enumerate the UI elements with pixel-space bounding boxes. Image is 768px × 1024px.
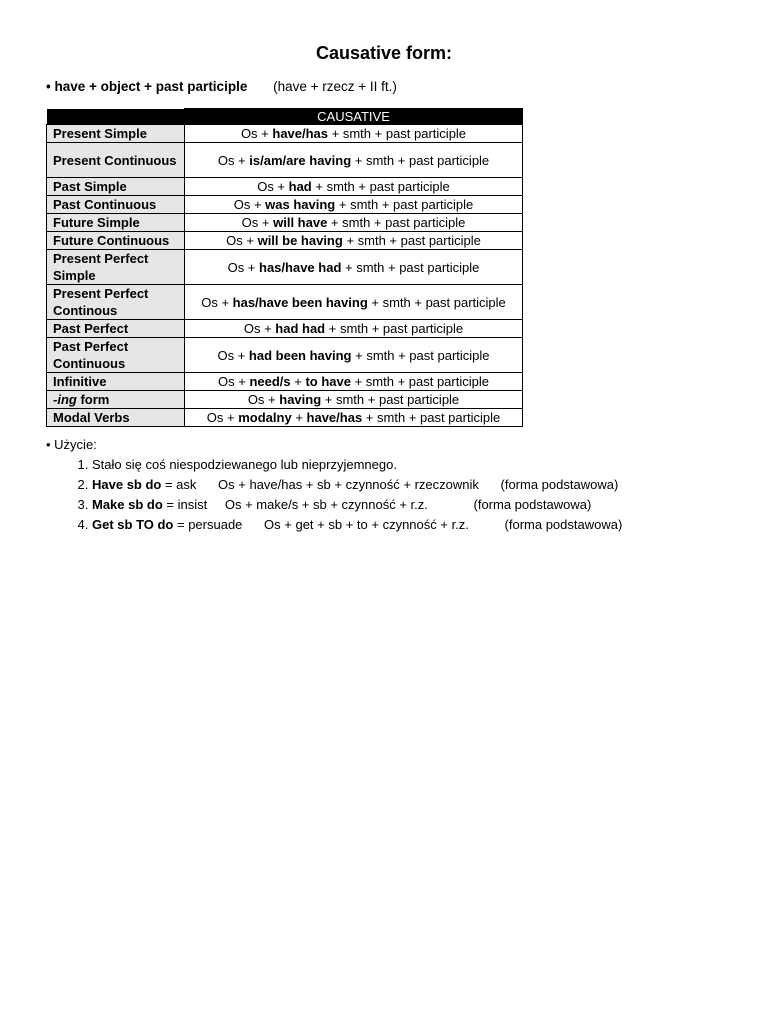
page-title: Causative form: <box>315 43 453 63</box>
table-row <box>47 232 523 250</box>
structure-part-bold: had been having <box>248 347 352 363</box>
table-row <box>47 250 523 285</box>
tense-name: Past Perfect <box>47 320 185 338</box>
structure-part-bold: was having <box>265 197 336 212</box>
formula-bullet: • <box>46 79 51 94</box>
usage-item <box>92 475 622 495</box>
usage-item-note: (forma podstawowa) <box>500 477 619 492</box>
structure-part-post: + smth + past participle <box>350 374 489 389</box>
usage-list <box>46 455 622 535</box>
structure-part-bold: had <box>288 179 312 194</box>
tense-name: Future Simple <box>47 214 185 232</box>
structure-part-post: + smth + past participle <box>325 321 464 336</box>
tense-name: Present Perfect Simple <box>47 250 185 285</box>
causative-structure <box>185 338 523 373</box>
tense-name: Past Continuous <box>47 196 185 214</box>
structure-part-bold: need/s <box>249 374 291 389</box>
structure-part-post: + smth + past participle <box>351 152 490 168</box>
tense-name: Modal Verbs <box>47 409 185 427</box>
structure-part-pre: Os + <box>218 374 250 389</box>
structure-part-post: + smth + past participle <box>342 233 481 248</box>
structure-part-bold2: have/has <box>306 410 363 425</box>
tense-name: Present Simple <box>47 125 185 143</box>
usage-item-formula: Os + have/has + sb + czynność + rzeczownik <box>218 477 479 492</box>
structure-part-pre: Os + <box>243 321 276 336</box>
causative-structure <box>185 232 523 250</box>
tense-name: Past Perfect Continuous <box>47 338 185 373</box>
structure-part-post: + smth + past participle <box>311 179 450 194</box>
table-header: CAUSATIVE <box>185 109 523 125</box>
usage-item-eq: = ask <box>161 477 197 492</box>
table-row <box>47 391 523 409</box>
causative-structure <box>185 373 523 391</box>
structure-part-pre: Os + <box>201 294 233 310</box>
structure-part-post: + smth + past participle <box>367 294 506 310</box>
structure-part-bold: will have <box>273 215 328 230</box>
table-row <box>47 409 523 427</box>
usage-item <box>92 515 622 535</box>
structure-part-bold2: to have <box>305 374 351 389</box>
usage-item-note: (forma podstawowa) <box>473 497 592 512</box>
formula-main: have + object + past participle <box>54 79 248 94</box>
structure-part-pre: Os + <box>217 152 250 168</box>
usage-item-formula: Os + get + sb + to + czynność + r.z. <box>264 517 469 532</box>
structure-part-pre: Os + <box>227 259 260 275</box>
usage-item <box>92 495 622 515</box>
usage-item-phrase: Have sb do <box>92 477 162 492</box>
structure-part-bold: modalny <box>238 410 292 425</box>
structure-part-post: + smth + past participle <box>341 259 480 275</box>
structure-part-post: + smth + past participle <box>335 197 474 212</box>
tense-name: Present Perfect Continous <box>47 285 185 320</box>
table-row <box>47 338 523 373</box>
usage-item-phrase: Get sb TO do <box>92 517 174 532</box>
structure-part-pre: Os + <box>233 197 266 212</box>
tense-name: Past Simple <box>47 178 185 196</box>
usage-item-eq: = persuade <box>173 517 243 532</box>
causative-structure <box>185 125 523 143</box>
structure-part-pre: Os + <box>206 410 239 425</box>
structure-part-post: + smth + past participle <box>328 126 467 141</box>
causative-structure <box>185 143 523 178</box>
structure-part-post: + smth + past participle <box>321 392 460 407</box>
tense-name-rest: form <box>76 392 110 407</box>
structure-part-mid: + <box>290 374 306 389</box>
causative-structure <box>185 214 523 232</box>
structure-part-bold: has/have been having <box>232 294 368 310</box>
tense-name: Present Continuous <box>47 143 185 178</box>
structure-part-pre: Os + <box>257 179 289 194</box>
structure-part-mid: + <box>291 410 307 425</box>
structure-part-bold: has/have had <box>259 259 342 275</box>
tense-name <box>47 391 185 409</box>
structure-part-pre: Os + <box>240 126 273 141</box>
causative-structure <box>185 320 523 338</box>
structure-part-pre: Os + <box>241 215 274 230</box>
causative-structure <box>185 250 523 285</box>
structure-part-pre: Os + <box>226 233 258 248</box>
table-row <box>47 214 523 232</box>
formula-gloss: (have + rzecz + II ft.) <box>273 79 397 94</box>
tense-name-italic: -ing <box>53 392 77 407</box>
table-header-blank <box>47 109 185 125</box>
causative-formula <box>46 79 397 94</box>
tense-name: Future Continuous <box>47 232 185 250</box>
usage-item-formula: Os + make/s + sb + czynność + r.z. <box>224 497 428 512</box>
causative-structure <box>185 285 523 320</box>
structure-part-post: + smth + past participle <box>362 410 501 425</box>
causative-structure <box>185 196 523 214</box>
structure-part-bold: having <box>279 392 322 407</box>
structure-part-bold: will be having <box>257 233 343 248</box>
causative-structure <box>185 409 523 427</box>
table-row <box>47 178 523 196</box>
structure-part-pre: Os + <box>217 347 249 363</box>
structure-part-bold: have/has <box>272 126 329 141</box>
table-header-row <box>47 109 523 125</box>
structure-part-post: + smth + past participle <box>327 215 466 230</box>
table-row <box>47 143 523 178</box>
usage-item-eq: = insist <box>162 497 208 512</box>
usage-item-text: Stało się coś niespodziewanego lub nieprzyjemnego. <box>92 457 397 472</box>
causative-structure <box>185 391 523 409</box>
causative-table <box>46 108 523 427</box>
usage-item-note: (forma podstawowa) <box>504 517 623 532</box>
structure-part-post: + smth + past participle <box>351 347 490 363</box>
table-row <box>47 320 523 338</box>
structure-part-bold: is/am/are having <box>249 152 352 168</box>
structure-part-pre: Os + <box>247 392 280 407</box>
usage-item-phrase: Make sb do <box>92 497 163 512</box>
tense-name: Infinitive <box>47 373 185 391</box>
usage-label: • Użycie: <box>46 437 97 452</box>
table-row <box>47 373 523 391</box>
causative-structure <box>185 178 523 196</box>
table-row <box>47 196 523 214</box>
structure-part-bold: had had <box>275 321 326 336</box>
usage-item <box>92 455 622 475</box>
table-row <box>47 285 523 320</box>
table-row <box>47 125 523 143</box>
